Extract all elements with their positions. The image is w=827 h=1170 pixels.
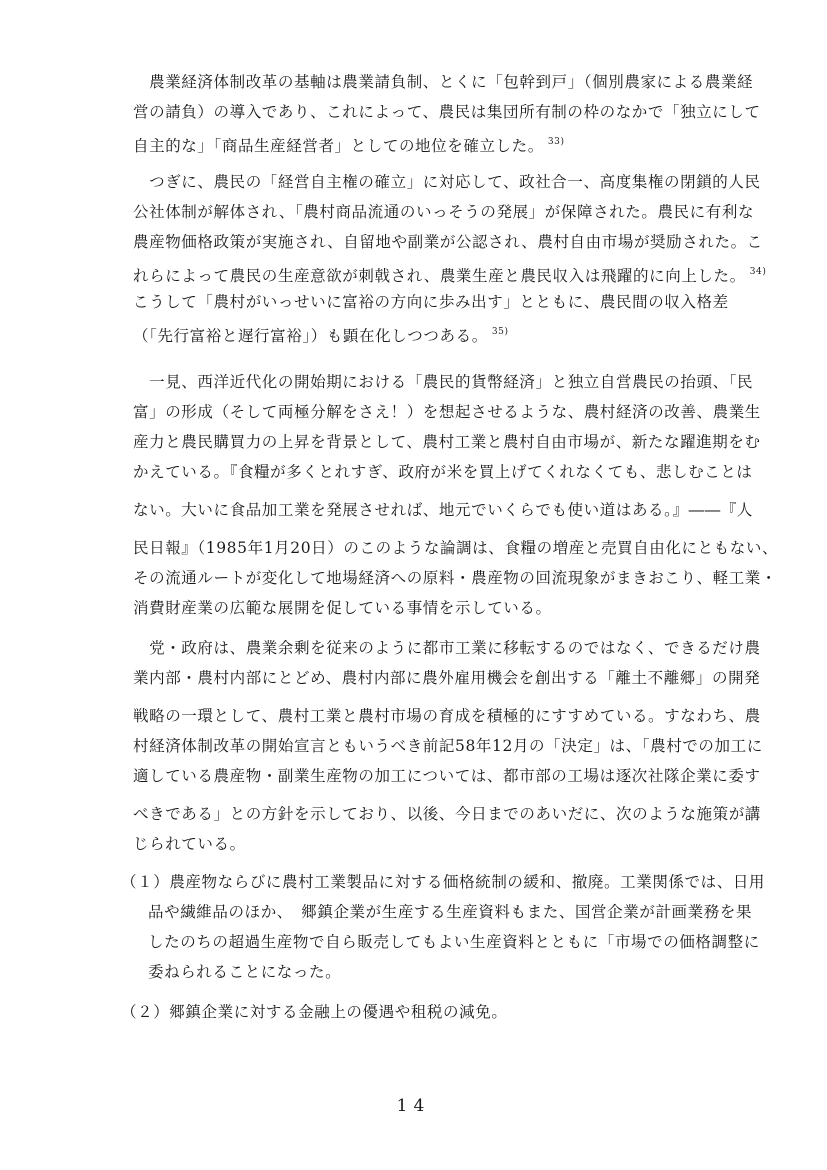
list-item-1-line-2: 品や繊維品のほか、 郷鎮企業が生産する生産資料もまた、国営企業が計画業務を果	[148, 903, 753, 921]
footnote-ref-35: 35)	[491, 327, 509, 337]
list-item-1-text: 農産物ならびに農村工業製品に対する価格統制の緩和、撤廃。工業関係では、日用	[169, 873, 766, 891]
paragraph-2-line-4-text: れらによって農民の生産意欲が刺戟され、農業生産と農民収入は飛躍的に向上した。	[133, 267, 746, 285]
paragraph-3-line-4: かえている。『食糧が多くとれすぎ、政府が米を買上げてくれなくても、悲しむことは	[133, 463, 753, 481]
paragraph-2-line-1: つぎに、農民の「経営自主権の確立」に対応して、政社合一、高度集権の閉鎖的人民	[133, 173, 761, 191]
list-item-1-line-4: 委ねられることになった。	[148, 963, 342, 981]
list-item-2-text: 郷鎮企業に対する金融上の優遇や租税の減免。	[169, 1003, 508, 1021]
paragraph-4-line-4: 村経済体制改革の開始宣言ともいうべき前記58年12月の「決定」は、「農村での加工に	[133, 737, 763, 755]
paragraph-4-line-5: 適している農産物・副業生産物の加工については、都市部の工場は逐次社隊企業に委す	[133, 767, 761, 785]
paragraph-3-line-6: 民日報』（1985年1月20日）のこのような論調は、食糧の増産と売買自由化にともない、	[133, 539, 779, 557]
footnote-ref-33: 33)	[547, 137, 565, 147]
paragraph-4-line-7: じられている。	[133, 835, 246, 853]
list-item-2-marker: （２）	[121, 1003, 170, 1021]
list-item-1-line-1	[121, 872, 766, 892]
paragraph-2-line-5: こうして「農村がいっせいに富裕の方向に歩み出す」とともに、農民間の収入格差	[133, 293, 729, 311]
paragraph-1-line-3-text: 自主的な」「商品生産経営者」としての地位を確立した。	[133, 137, 544, 155]
paragraph-4-line-2: 業内部・農村内部にとどめ、農村内部に農外雇用機会を創出する「離土不離郷」の開発	[133, 669, 761, 687]
paragraph-3-line-5: ない。大いに食品加工業を発展させれば、地元でいくらでも使い道はある。』――『人	[133, 501, 753, 519]
paragraph-3-line-7: その流通ルートが変化して地場経済への原料・農産物の回流現象がまきおこり、軽工業・	[133, 569, 778, 587]
paragraph-2-line-4	[133, 262, 767, 286]
paragraph-2-line-6-text: （「先行富裕と遅行富裕」）も顕在化しつつある。	[133, 327, 488, 345]
paragraph-3-line-8: 消費財産業の広範な展開を促している事情を示している。	[133, 599, 552, 617]
paragraph-4-line-3: 戦略の一環として、農村工業と農村市場の育成を積極的にすすめている。すなわち、農	[133, 707, 761, 725]
list-item-2-line-1	[121, 1002, 711, 1022]
paragraph-1-line-2: 営の請負）の導入であり、これによって、農民は集団所有制の枠のなかで「独立にして	[133, 103, 761, 121]
page-number: 14	[396, 1096, 431, 1116]
footnote-ref-34: 34)	[749, 267, 767, 277]
paragraph-4-line-6: べきである」との方針を示しており、以後、今日までのあいだに、次のような施策が講	[133, 805, 761, 823]
list-item-1-line-3: したのちの超過生産物で自ら販売してもよい生産資料とともに「市場での価格調整に	[148, 933, 760, 951]
paragraph-2-line-3: 農産物価格政策が実施され、自留地や副業が公認され、農村自由市場が奨励された。こ	[133, 233, 763, 251]
paragraph-1-line-3	[133, 132, 723, 156]
paragraph-3-line-1: 一見、西洋近代化の開始期における「農民的貨幣経済」と独立自営農民の抬頭、「民	[133, 373, 754, 391]
paragraph-3-line-3: 産力と農民購買力の上昇を背景として、農村工業と農村自由市場が、新たな躍進期をむ	[133, 433, 761, 451]
paragraph-4-line-1: 党・政府は、農業余剰を従来のように都市工業に移転するのではなく、できるだけ農	[133, 639, 761, 657]
paragraph-1-line-1: 農業経済体制改革の基軸は農業請負制、とくに「包幹到戸」（個別農家による農業経	[133, 73, 754, 91]
list-item-1-marker: （１）	[121, 873, 170, 891]
paragraph-2-line-6	[133, 322, 723, 346]
paragraph-2-line-2: 公社体制が解体され、「農村商品流通のいっそうの発展」が保障された。農民に有利な	[133, 203, 755, 221]
paragraph-3-line-2: 富」の形成（そして両極分解をさえ！）を想起させるような、農村経済の改善、農業生	[133, 403, 761, 421]
